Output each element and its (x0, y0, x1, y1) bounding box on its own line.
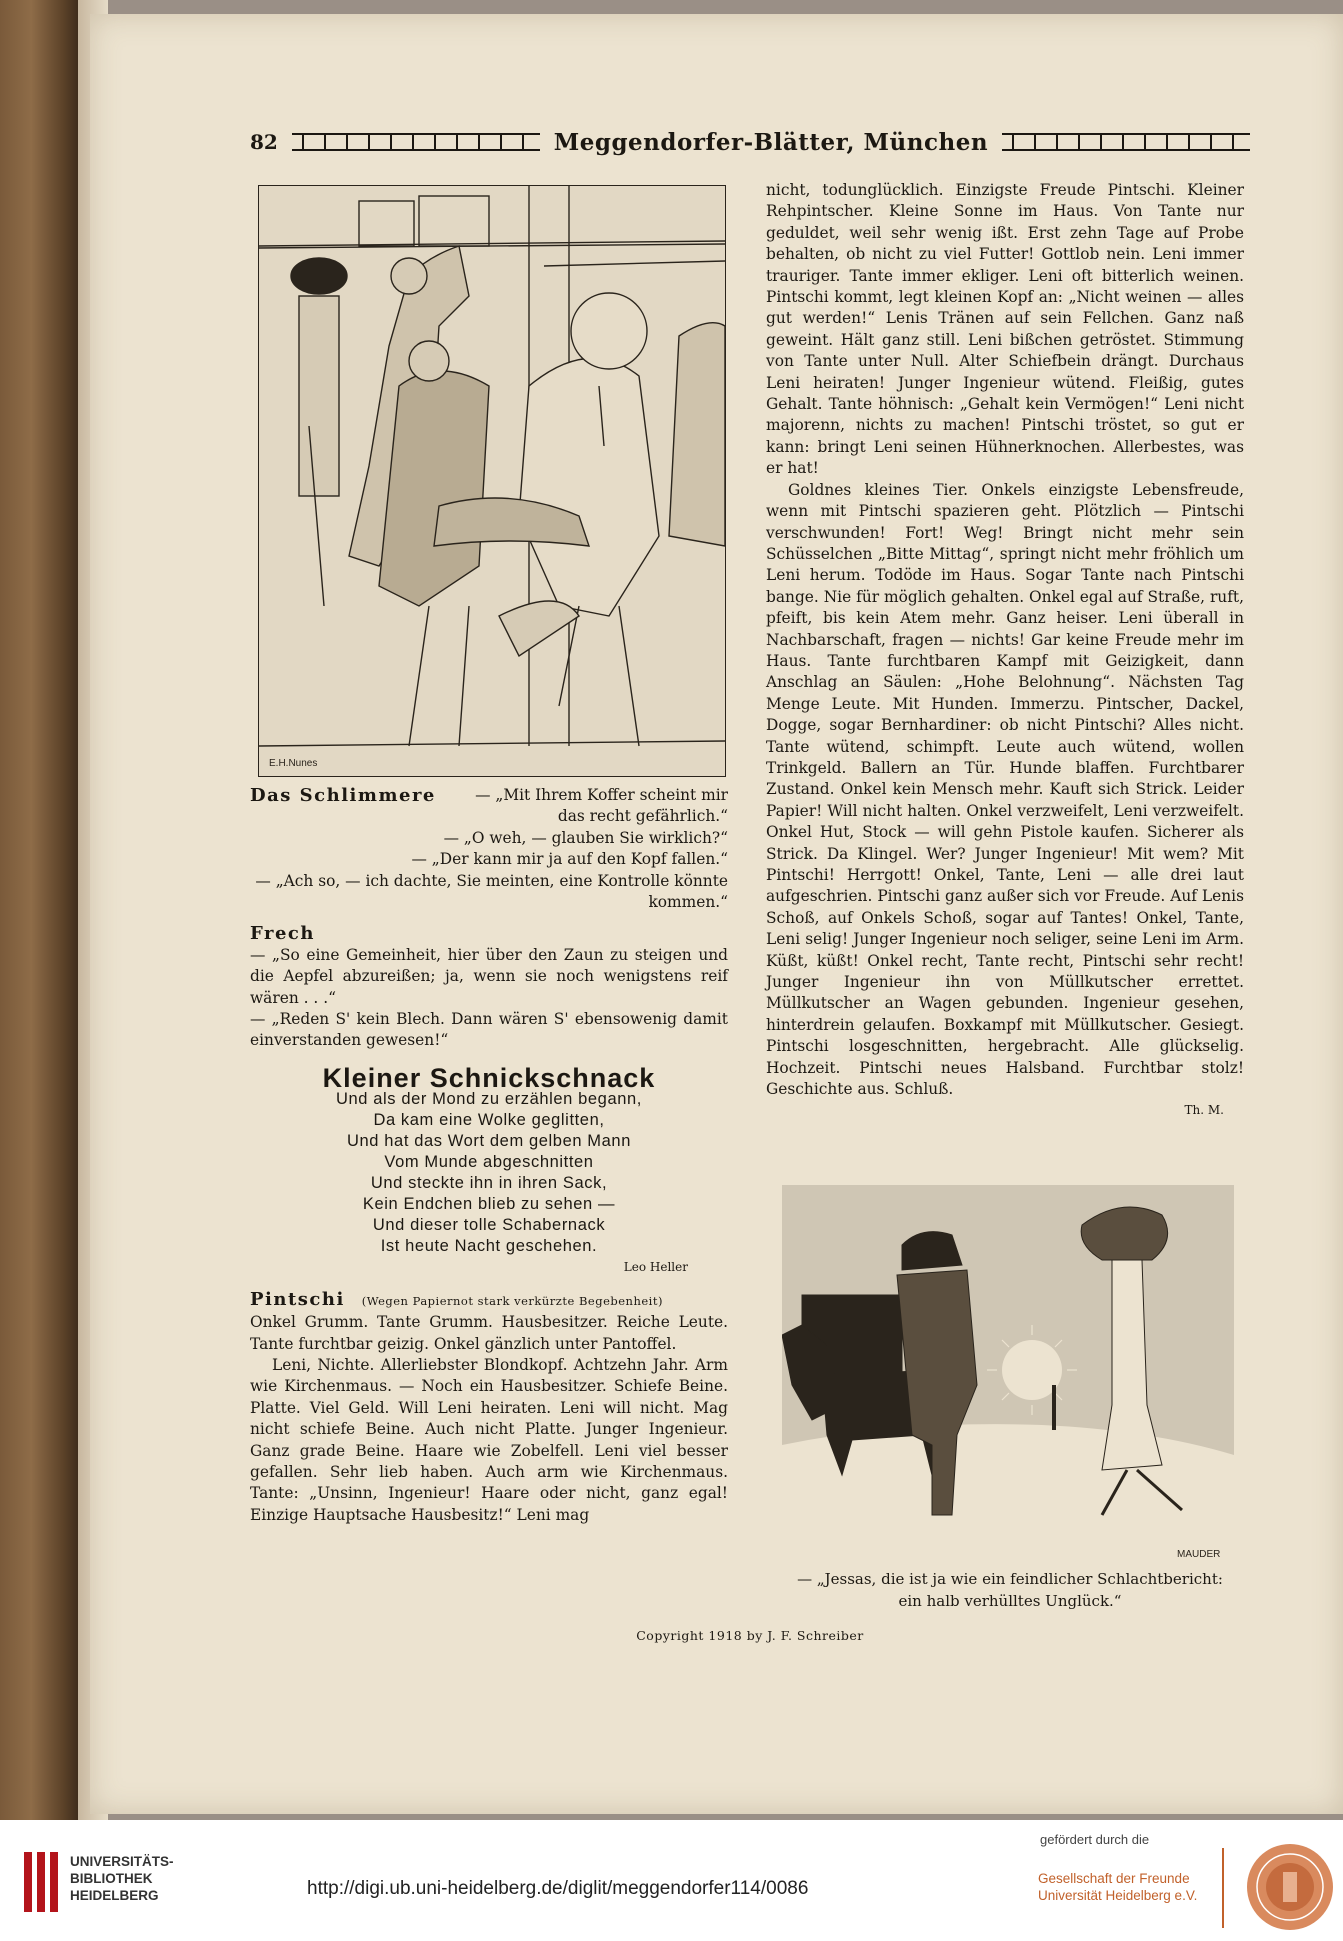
copyright-notice: Copyright 1918 by J. F. Schreiber (636, 1628, 864, 1643)
poem-line-2: Da kam eine Wolke geglitten, (373, 1111, 605, 1130)
library-name-line-2: BIBLIOTHEK (70, 1871, 153, 1886)
university-seal-icon (1245, 1842, 1335, 1932)
sponsor-name (1038, 1870, 1197, 1904)
frech-line-1: — „So eine Gemeinheit, hier über den Zaun zu steigen und die Aepfel abzureißen; ja, wenn sie noch wenigstens reif wären . . .“ (250, 945, 728, 1007)
masthead-title: Meggendorfer-Blätter, München (553, 128, 989, 156)
cartoon-desert-illustration (782, 1185, 1234, 1565)
sponsor-name-line-1: Gesellschaft der Freunde (1038, 1871, 1190, 1886)
poem-line-3: Und hat das Wort dem gelben Mann (347, 1132, 631, 1151)
header-ornament-right (1002, 133, 1250, 151)
schlimmere-line-2: — „O weh, — glauben Sie wirklich?“ (443, 828, 728, 847)
poem-line-8: Ist heute Nacht geschehen. (380, 1237, 598, 1256)
header-ornament-left (292, 133, 540, 151)
university-library-logo-icon (24, 1852, 58, 1912)
section-title-pintschi: Pintschi (250, 1288, 345, 1310)
pintschi-paragraph-1: Onkel Grumm. Tante Grumm. Hausbesitzer. Reiche Leute. Tante furchtbar geizig. Onkel gänzlich unter Pantoffel. (250, 1313, 728, 1353)
poem-line-7: Und dieser tolle Schabernack (372, 1216, 606, 1235)
schlimmere-line-4: — „Ach so, — ich dachte, Sie meinten, eine Kontrolle könnte kommen.“ (255, 871, 728, 912)
sponsor-name-line-2: Universität Heidelberg e.V. (1038, 1888, 1198, 1903)
poem-line-1: Und als der Mond zu erzählen begann, (336, 1090, 642, 1109)
schlimmere-line-3: — „Der kann mir ja auf den Kopf fallen.“ (411, 850, 728, 869)
page-header (250, 125, 1250, 159)
library-name (70, 1853, 174, 1904)
funded-by-label: gefördert durch die (1040, 1832, 1150, 1847)
story-signoff: Th. M. (1184, 1103, 1224, 1118)
section-title-das-schlimmere: Das Schlimmere (250, 785, 436, 806)
pintschi-subtitle: (Wegen Papiernot stark verkürzte Begebenheit) (361, 1293, 663, 1308)
cartoon-tram-illustration (258, 185, 726, 777)
right-paragraph-1: nicht, todunglücklich. Einzigste Freude Pintschi. Kleiner Rehpintscher. Kleine Sonne im Haus. Von Tante nur geduldet, weil sehr wenig ißt. Erst zehn Tage auf Probe behalten, ob nicht zu viel Futter! Gottlob nein. Leni immer trauriger. Tante immer ekliger. Leni oft bitterlich weinen. Pintschi kommt, legt kleinen Kopf an: „Nicht weinen — alles gut werden!“ Lenis Tränen auf sein Fellchen. Ganz naß geweint. Hält ganz still. Leni bißchen getröstet. Stimmung von Tante unter Null. Alter Schiefbein drängt. Durchaus Leni heiraten! Junger Ingenieur wütend. Fleißig, gutes Gehalt. Tante höhnisch: „Gehalt kein Vermögen!“ Leni nicht majorenn, nichts zu machen! Pintschi tröstet, so gut er kann: bringt Leni seinen Hühnerknochen. Allerbestes, was er hat! (766, 181, 1244, 478)
left-text-column (250, 785, 728, 1526)
library-name-line-1: UNIVERSITÄTS- (70, 1854, 174, 1869)
poem-line-6: Kein Endchen blieb zu sehen — (362, 1195, 616, 1214)
cartoon2-caption: — „Jessas, die ist ja wie ein feindlicher Schlachtbericht: ein halb verhülltes Unglück.“ (797, 1570, 1223, 1610)
frech-line-2: — „Reden S' kein Blech. Dann wären S' ebensowenig damit einverstanden gewesen!“ (250, 1010, 728, 1050)
permalink-url[interactable]: http://digi.ub.uni-heidelberg.de/diglit/meggendorfer114/0086 (307, 1878, 809, 1899)
poem-body (250, 1089, 728, 1257)
schlimmere-line-1: — „Mit Ihrem Koffer scheint mir das recht gefährlich.“ (475, 786, 728, 826)
section-title-frech: Frech (250, 923, 315, 945)
pintschi-paragraph-2: Leni, Nichte. Allerliebster Blondkopf. Achtzehn Jahr. Arm wie Kirchenmaus. — Noch ein Hausbesitzer. Schiefe Beine. Platte. Viel Geld. Will Leni heiraten. Leni will nicht. Mag nicht schiefe Beine. Auch nicht Platte. Junger Ingenieur. Ganz grade Beine. Haare wie Zobelfell. Leni viel besser gefallen. Sehr lieb haben. Auch arm wie Kirchenmaus. Tante: „Unsinn, Ingenieur! Haare oder nicht, ganz egal! Einzige Hauptsache Hausbesitz!“ Leni mag (250, 1355, 728, 1524)
page-number: 82 (250, 130, 278, 154)
poem-author: Leo Heller (623, 1260, 688, 1275)
desert-drawing (782, 1185, 1234, 1565)
poem-line-4: Vom Munde abgeschnitten (384, 1153, 594, 1172)
right-paragraph-2: Goldnes kleines Tier. Onkels einzigste Lebensfreude, wenn mit Pintschi spazieren geht. Plötzlich — Pintschi verschwunden! Fort! Weg! Bringt nicht mehr sein Schüsselchen „Bitte Mittag“, springt nicht mehr fröhlich um Leni herum. Todöde im Haus. Sogar Tante nach Pintschi bange. Nie für möglich gehalten. Onkel egal auf Straße, ruft, pfeift, bis kein Atem mehr. Ganz heiser. Leni überall in Nachbarschaft, fragen — nichts! Gar keine Freude mehr im Haus. Tante furchtbaren Kampf mit Geizigkeit, dann Anschlag an Säulen: „Hohe Belohnung“. Nächsten Tag Menge Leute. Mit Hunden. Immerzu. Pintscher, Dackel, Dogge, sogar Bernhardiner: ob nicht Pintschi? Alles nicht. Tante wütend, schimpft. Leute auch wütend, wollen Trinkgeld. Ballern an Tür. Hunde blaffen. Furchtbarer Zustand. Onkel kein Mensch mehr. Kauft sich Strick. Leider Papier! Will nicht halten. Onkel verzweifelt, Leni verzweifelt. Onkel Hut, Stock — will gehn Pistole kaufen. Sicherer als Strick. Da Klingel. Wer? Junger Ingenieur! Mit wem? Mit Pintschi! Herrgott! Onkel, Tante, Leni — alle drei laut aufgeschrien. Pintschi ganz außer sich vor Freude. Auf Lenis Schoß, auf Onkels Schoß, sogar auf Tantes! Onkel, Tante, Leni selig! Junger Ingenieur noch seliger, seine Leni im Arm. Küßt, küßt! Onkel recht, Tante recht, Pintschi sehr recht! Junger Ingenieur ihn von Müllkutscher errettet. Müllkutscher an Wagen gebunden. Ingenieur gesehen, hinterdrein gelaufen. Boxkampf mit Müllkutscher. Gesiegt. Pintschi losgeschnitten, hergebracht. Alle glückselig. Hochzeit. Pintschi neues Halsband. Furchtbar stolz! Geschichte aus. Schluß. (766, 480, 1244, 1099)
right-text-column (766, 180, 1244, 1122)
book-binding (0, 0, 78, 1820)
footer-divider (1222, 1848, 1224, 1928)
cartoon1-signature: E.H.Nunes (269, 758, 318, 769)
library-name-line-3: HEIDELBERG (70, 1888, 159, 1903)
poem-line-5: Und steckte ihn in ihren Sack, (370, 1174, 608, 1193)
tram-drawing (259, 186, 725, 776)
viewer-footer (0, 1820, 1343, 1941)
poem-title: Kleiner Schnickschnack (322, 1062, 656, 1093)
cartoon2-signature: MAUDER (1177, 1549, 1221, 1560)
